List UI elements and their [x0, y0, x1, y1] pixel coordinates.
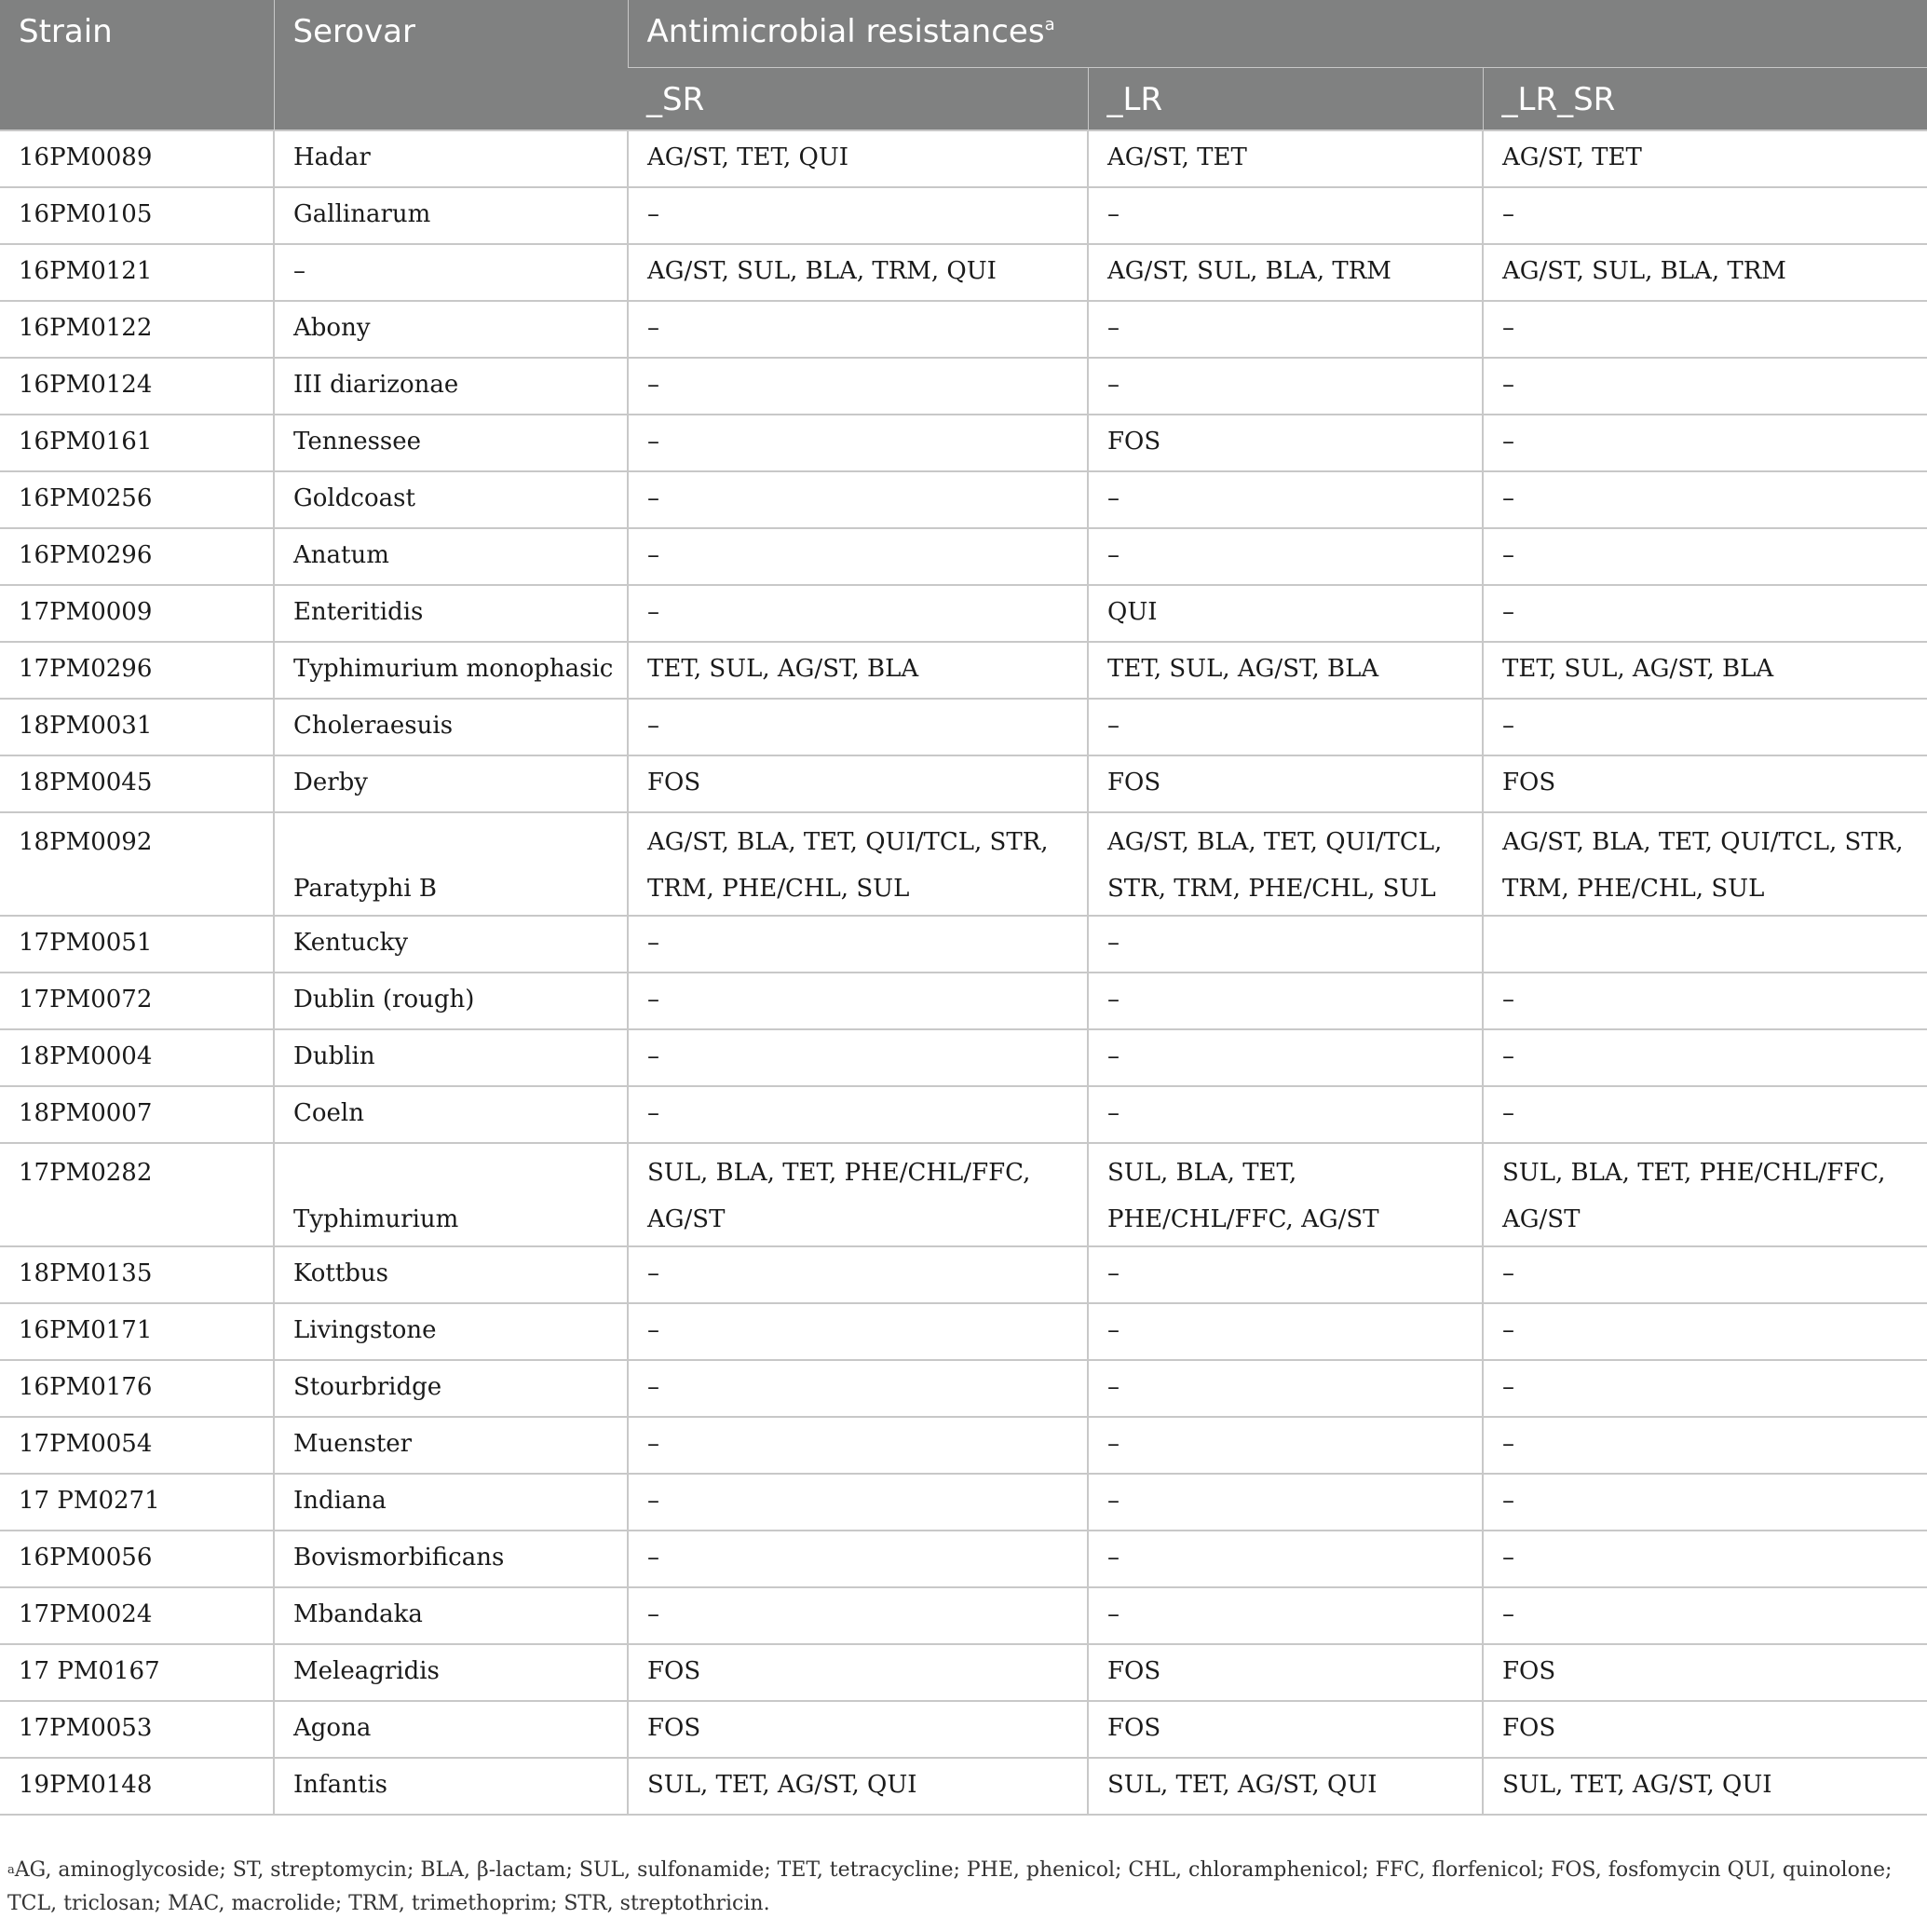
header-col-lr-sr: _LR_SR	[1483, 68, 1927, 131]
cell-sr: –	[628, 699, 1088, 755]
cell-serovar	[274, 1474, 628, 1531]
cell-serovar	[274, 1417, 628, 1474]
table-row	[0, 642, 1927, 699]
serovar-text: Enteritidis	[293, 598, 424, 626]
cell-serovar	[274, 244, 628, 301]
header-col-sr: _SR	[628, 68, 1088, 131]
table-row	[0, 1417, 1927, 1474]
cell-lr: AG/ST, BLA, TET, QUI/TCL, STR, TRM, PHE/CHL, SUL	[1088, 812, 1483, 916]
cell-lr-sr: –	[1483, 471, 1927, 528]
table-row	[0, 130, 1927, 187]
cell-lr-sr: –	[1483, 1474, 1927, 1531]
cell-lr: –	[1088, 1587, 1483, 1644]
cell-sr: –	[628, 1303, 1088, 1360]
cell-lr: –	[1088, 528, 1483, 585]
cell-lr-sr: FOS	[1483, 755, 1927, 812]
serovar-text: Derby	[293, 769, 368, 796]
cell-strain: 18PM0092	[0, 812, 274, 916]
serovar-text: Bovismorbificans	[293, 1544, 505, 1571]
cell-sr: AG/ST, BLA, TET, QUI/TCL, STR, TRM, PHE/CHL, SUL	[628, 812, 1088, 916]
cell-sr: FOS	[628, 755, 1088, 812]
cell-lr-sr	[1483, 916, 1927, 973]
cell-serovar	[274, 1086, 628, 1143]
cell-lr-sr: –	[1483, 1360, 1927, 1417]
cell-strain: 16PM0121	[0, 244, 274, 301]
cell-lr-sr: –	[1483, 1531, 1927, 1587]
serovar-text: Paratyphi B	[293, 875, 437, 903]
cell-sr: –	[628, 1417, 1088, 1474]
cell-lr: –	[1088, 187, 1483, 244]
cell-lr-sr: –	[1483, 528, 1927, 585]
table-row	[0, 973, 1927, 1029]
serovar-text: Goldcoast	[293, 484, 415, 512]
cell-serovar	[274, 973, 628, 1029]
table-row	[0, 528, 1927, 585]
serovar-text: –	[293, 257, 305, 285]
cell-lr: TET, SUL, AG/ST, BLA	[1088, 642, 1483, 699]
header-resistances-label: Antimicrobial resistances	[646, 13, 1045, 50]
serovar-text: Mbandaka	[293, 1600, 423, 1628]
cell-lr: FOS	[1088, 1644, 1483, 1701]
cell-serovar	[274, 1531, 628, 1587]
cell-sr: –	[628, 585, 1088, 642]
cell-sr: AG/ST, SUL, BLA, TRM, QUI	[628, 244, 1088, 301]
cell-serovar	[274, 187, 628, 244]
cell-lr: –	[1088, 1029, 1483, 1086]
cell-lr: –	[1088, 699, 1483, 755]
cell-sr: –	[628, 301, 1088, 358]
cell-lr-sr: SUL, BLA, TET, PHE/CHL/FFC, AG/ST	[1483, 1143, 1927, 1246]
header-strain: Strain	[0, 0, 274, 130]
header-footnote-marker: a	[1044, 15, 1055, 34]
table-footnote	[7, 1854, 1917, 1921]
table-row	[0, 358, 1927, 415]
cell-lr-sr: –	[1483, 415, 1927, 471]
cell-lr: –	[1088, 1246, 1483, 1303]
cell-sr: –	[628, 916, 1088, 973]
cell-strain: 16PM0122	[0, 301, 274, 358]
cell-sr: –	[628, 358, 1088, 415]
header-col-lr: _LR	[1088, 68, 1483, 131]
cell-lr: QUI	[1088, 585, 1483, 642]
cell-lr-sr: AG/ST, TET	[1483, 130, 1927, 187]
cell-strain: 16PM0105	[0, 187, 274, 244]
serovar-text: Typhimurium	[293, 1205, 459, 1233]
cell-strain: 17PM0054	[0, 1417, 274, 1474]
cell-lr: –	[1088, 1417, 1483, 1474]
cell-lr: SUL, TET, AG/ST, QUI	[1088, 1758, 1483, 1815]
serovar-text: Typhimurium monophasic	[293, 655, 614, 683]
cell-sr: –	[628, 415, 1088, 471]
cell-strain: 17 PM0271	[0, 1474, 274, 1531]
cell-strain: 17PM0053	[0, 1701, 274, 1758]
table-row	[0, 1246, 1927, 1303]
cell-serovar	[274, 528, 628, 585]
cell-serovar	[274, 1246, 628, 1303]
cell-serovar	[274, 358, 628, 415]
cell-sr: –	[628, 187, 1088, 244]
cell-serovar	[274, 130, 628, 187]
cell-strain: 18PM0007	[0, 1086, 274, 1143]
cell-strain: 16PM0171	[0, 1303, 274, 1360]
serovar-text: Gallinarum	[293, 200, 431, 228]
table-row	[0, 1587, 1927, 1644]
header-serovar: Serovar	[274, 0, 628, 130]
cell-strain: 16PM0176	[0, 1360, 274, 1417]
cell-strain: 17PM0024	[0, 1587, 274, 1644]
table-row	[0, 187, 1927, 244]
cell-serovar	[274, 916, 628, 973]
cell-lr-sr: –	[1483, 973, 1927, 1029]
table-row	[0, 1029, 1927, 1086]
cell-serovar	[274, 1360, 628, 1417]
cell-serovar	[274, 642, 628, 699]
cell-sr: FOS	[628, 1644, 1088, 1701]
cell-sr: FOS	[628, 1701, 1088, 1758]
cell-lr: –	[1088, 358, 1483, 415]
cell-sr: SUL, BLA, TET, PHE/CHL/FFC, AG/ST	[628, 1143, 1088, 1246]
table-row	[0, 301, 1927, 358]
cell-serovar	[274, 585, 628, 642]
cell-sr: –	[628, 1474, 1088, 1531]
cell-serovar	[274, 301, 628, 358]
cell-serovar	[274, 1587, 628, 1644]
header-antimicrobial-resistances	[628, 0, 1927, 68]
serovar-text: Dublin	[293, 1042, 375, 1070]
cell-lr: –	[1088, 301, 1483, 358]
cell-lr: FOS	[1088, 1701, 1483, 1758]
cell-sr: –	[628, 1360, 1088, 1417]
cell-lr-sr: AG/ST, SUL, BLA, TRM	[1483, 244, 1927, 301]
cell-serovar	[274, 1758, 628, 1815]
cell-serovar	[274, 1143, 628, 1246]
cell-lr-sr: FOS	[1483, 1644, 1927, 1701]
cell-strain: 17 PM0167	[0, 1644, 274, 1701]
table-row	[0, 415, 1927, 471]
cell-serovar	[274, 1644, 628, 1701]
cell-sr: TET, SUL, AG/ST, BLA	[628, 642, 1088, 699]
cell-sr: –	[628, 1029, 1088, 1086]
cell-strain: 18PM0045	[0, 755, 274, 812]
cell-serovar	[274, 755, 628, 812]
cell-lr: –	[1088, 1303, 1483, 1360]
serovar-text: Abony	[293, 314, 371, 342]
cell-lr-sr: –	[1483, 187, 1927, 244]
table-row	[0, 471, 1927, 528]
cell-lr-sr: –	[1483, 699, 1927, 755]
serovar-text: Kottbus	[293, 1259, 389, 1287]
cell-serovar	[274, 1303, 628, 1360]
table-row	[0, 1531, 1927, 1587]
cell-lr-sr: –	[1483, 301, 1927, 358]
cell-lr: SUL, BLA, TET, PHE/CHL/FFC, AG/ST	[1088, 1143, 1483, 1246]
cell-strain: 17PM0072	[0, 973, 274, 1029]
table-row	[0, 916, 1927, 973]
cell-strain: 17PM0296	[0, 642, 274, 699]
cell-lr: FOS	[1088, 415, 1483, 471]
cell-lr-sr: –	[1483, 1246, 1927, 1303]
cell-strain: 17PM0282	[0, 1143, 274, 1246]
table-row	[0, 755, 1927, 812]
serovar-text: Livingstone	[293, 1316, 437, 1344]
serovar-text: Dublin (rough)	[293, 986, 475, 1014]
cell-lr: –	[1088, 471, 1483, 528]
cell-serovar	[274, 415, 628, 471]
serovar-text: Muenster	[293, 1430, 413, 1458]
cell-serovar	[274, 699, 628, 755]
cell-serovar	[274, 1029, 628, 1086]
table-row	[0, 585, 1927, 642]
cell-lr-sr: TET, SUL, AG/ST, BLA	[1483, 642, 1927, 699]
table-row	[0, 1474, 1927, 1531]
table-row	[0, 1086, 1927, 1143]
serovar-text: Meleagridis	[293, 1657, 440, 1685]
cell-lr-sr: AG/ST, BLA, TET, QUI/TCL, STR, TRM, PHE/CHL, SUL	[1483, 812, 1927, 916]
cell-lr: AG/ST, SUL, BLA, TRM	[1088, 244, 1483, 301]
cell-strain: 16PM0056	[0, 1531, 274, 1587]
serovar-text: Choleraesuis	[293, 712, 454, 740]
serovar-text: Coeln	[293, 1099, 364, 1127]
table-row	[0, 1701, 1927, 1758]
serovar-text: Stourbridge	[293, 1373, 442, 1401]
cell-strain: 18PM0004	[0, 1029, 274, 1086]
cell-lr: –	[1088, 973, 1483, 1029]
cell-sr: –	[628, 973, 1088, 1029]
serovar-text: Kentucky	[293, 929, 409, 957]
cell-lr: AG/ST, TET	[1088, 130, 1483, 187]
cell-serovar	[274, 471, 628, 528]
cell-strain: 18PM0031	[0, 699, 274, 755]
cell-serovar	[274, 1701, 628, 1758]
cell-lr: –	[1088, 1360, 1483, 1417]
table-row	[0, 1360, 1927, 1417]
serovar-text: Hadar	[293, 143, 371, 171]
serovar-text: Anatum	[293, 541, 389, 569]
cell-sr: SUL, TET, AG/ST, QUI	[628, 1758, 1088, 1815]
cell-sr: –	[628, 1531, 1088, 1587]
serovar-text: III diarizonae	[293, 371, 459, 399]
table-row	[0, 1303, 1927, 1360]
cell-strain: 17PM0051	[0, 916, 274, 973]
cell-strain: 16PM0089	[0, 130, 274, 187]
cell-lr-sr: –	[1483, 1086, 1927, 1143]
cell-sr: –	[628, 528, 1088, 585]
footnote-marker: a	[7, 1863, 15, 1877]
cell-sr: –	[628, 471, 1088, 528]
cell-lr-sr: –	[1483, 358, 1927, 415]
table-header	[0, 0, 1927, 130]
cell-lr-sr: –	[1483, 1417, 1927, 1474]
cell-strain: 16PM0256	[0, 471, 274, 528]
cell-lr-sr: FOS	[1483, 1701, 1927, 1758]
cell-lr-sr: SUL, TET, AG/ST, QUI	[1483, 1758, 1927, 1815]
cell-strain: 16PM0161	[0, 415, 274, 471]
cell-strain: 17PM0009	[0, 585, 274, 642]
cell-strain: 16PM0124	[0, 358, 274, 415]
cell-strain: 16PM0296	[0, 528, 274, 585]
table-body	[0, 130, 1927, 1815]
serovar-text: Agona	[293, 1714, 372, 1742]
serovar-text: Indiana	[293, 1487, 387, 1515]
serovar-text: Infantis	[293, 1771, 387, 1799]
cell-strain: 18PM0135	[0, 1246, 274, 1303]
table-row	[0, 699, 1927, 755]
table-row	[0, 244, 1927, 301]
cell-lr-sr: –	[1483, 1029, 1927, 1086]
cell-sr: AG/ST, TET, QUI	[628, 130, 1088, 187]
table-row	[0, 1143, 1927, 1246]
cell-lr-sr: –	[1483, 585, 1927, 642]
cell-lr: –	[1088, 1086, 1483, 1143]
cell-sr: –	[628, 1587, 1088, 1644]
serovar-text: Tennessee	[293, 428, 422, 456]
cell-serovar	[274, 812, 628, 916]
cell-sr: –	[628, 1246, 1088, 1303]
cell-strain: 19PM0148	[0, 1758, 274, 1815]
cell-lr-sr: –	[1483, 1587, 1927, 1644]
cell-sr: –	[628, 1086, 1088, 1143]
cell-lr: –	[1088, 1474, 1483, 1531]
table-row	[0, 1758, 1927, 1815]
cell-lr: –	[1088, 916, 1483, 973]
cell-lr: FOS	[1088, 755, 1483, 812]
cell-lr: –	[1088, 1531, 1483, 1587]
table-row	[0, 812, 1927, 916]
cell-lr-sr: –	[1483, 1303, 1927, 1360]
table-row	[0, 1644, 1927, 1701]
footnote-text: AG, aminoglycoside; ST, streptomycin; BLA, β-lactam; SUL, sulfonamide; TET, tetracycline; PHE, phenicol; CHL, chloramphenicol; FFC, florfenicol; FOS, fosfomycin QUI, quinolone; TCL, triclosan; MAC, macrolide; TRM, trimethoprim; STR, streptothricin.	[7, 1858, 1893, 1915]
